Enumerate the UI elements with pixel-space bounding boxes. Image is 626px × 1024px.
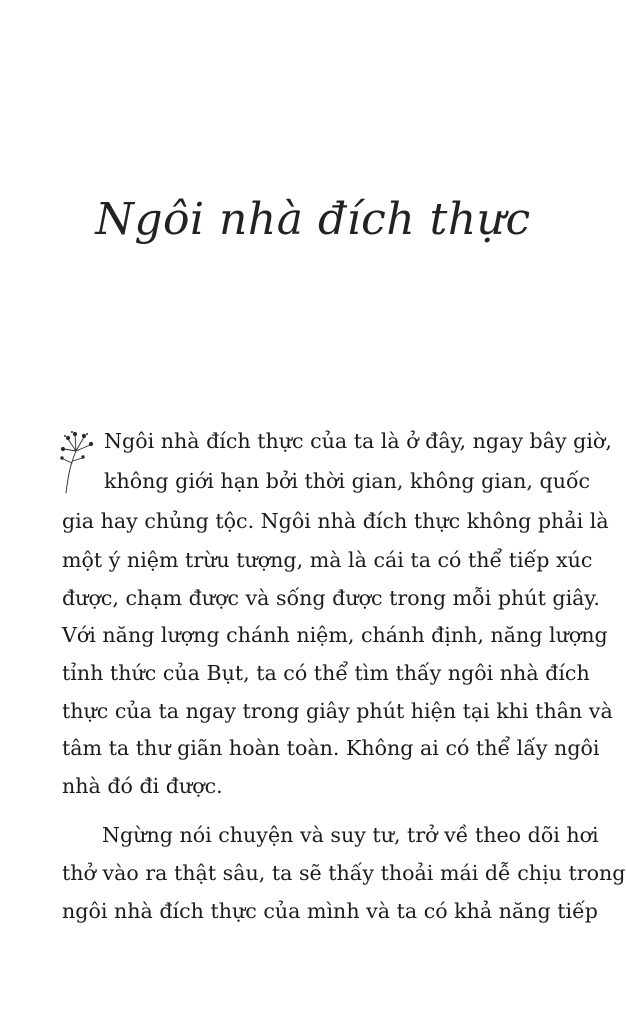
- text-line: tỉnh thức của Bụt, ta có thể tìm thấy ngôi nhà đích: [62, 661, 590, 685]
- text-line: Ngôi nhà đích thực của ta là ở đây, ngay bây giờ,: [104, 429, 612, 453]
- text-line: ngôi nhà đích thực của mình và ta có khả năng tiếp: [62, 899, 598, 923]
- text-line: không giới hạn bởi thời gian, không gian, quốc: [104, 469, 591, 493]
- text-line: được, chạm được và sống được trong mỗi phút giây.: [62, 586, 600, 610]
- text-line: thực của ta ngay trong giây phút hiện tại khi thân và: [62, 699, 613, 723]
- text-line: thở vào ra thật sâu, ta sẽ thấy thoải mái dễ chịu trong: [62, 861, 626, 885]
- text-line: Với năng lượng chánh niệm, chánh định, năng lượng: [62, 623, 608, 647]
- text-line: gia hay chủng tộc. Ngôi nhà đích thực không phải là: [62, 509, 609, 533]
- text-line: tâm ta thư giãn hoàn toàn. Không ai có thể lấy ngôi: [62, 736, 600, 760]
- text-line: nhà đó đi được.: [62, 774, 223, 798]
- chapter-title: Ngôi nhà đích thực: [95, 194, 531, 245]
- text-line: Ngừng nói chuyện và suy tư, trở về theo dõi hơi: [102, 823, 599, 847]
- floral-sprig-icon: [56, 427, 102, 495]
- text-line: một ý niệm trừu tượng, mà là cái ta có thể tiếp xúc: [62, 548, 593, 572]
